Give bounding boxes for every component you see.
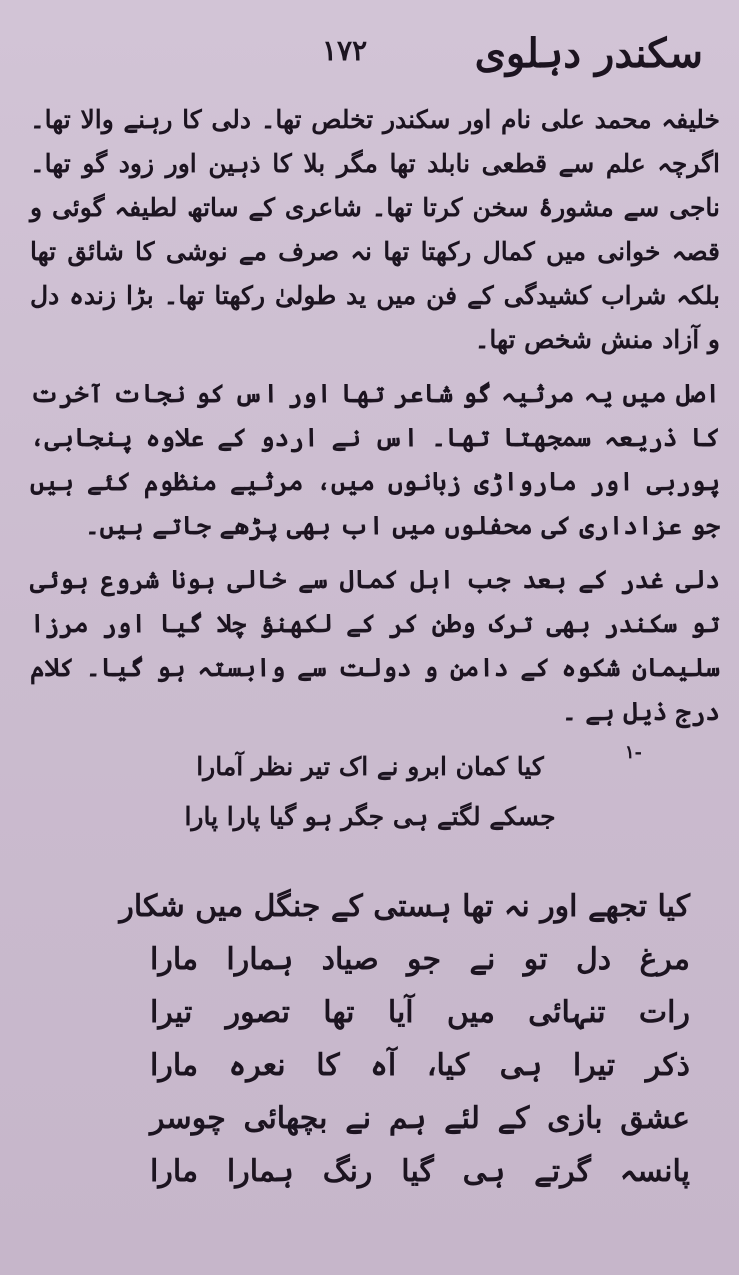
ghazal-line: عشق بازی کے لئے ہم نے بچھائی چوسر: [150, 1101, 690, 1136]
ghazal-line: کیا تجھے اور نہ تھا ہستی کے جنگل میں شکار: [119, 889, 690, 924]
paragraph-migration: دلی غدر کے بعد جب اہل کمال سے خالی ہونا شروع ہوئی تو سکندر بھی ترک وطن کر کے لکھنؤ چلا گیا اور مرزا سلیمان شکوہ کے دامن و دولت سے وابستہ ہو گیا۔ کلام درج ذیل ہے ۔: [30, 565, 720, 726]
paragraph-biography: خلیفہ محمد علی نام اور سکندر تخلص تھا۔ دلی کا رہنے والا تھا۔ اگرچہ علم سے قطعی نابلد تھا مگر بلا کا ذہین اور زود گو تھا۔ ناجی سے مشورۂ سخن کرتا تھا۔ شاعری کے ساتھ لطیفہ گوئی و قصہ خوانی میں کمال رکھتا تھا نہ صرف مے نوشی کا شائق تھا بلکہ شراب کشیدگی کے فن میں ید طولیٰ رکھتا تھا۔ بڑا زندہ دل و آزاد منش شخص تھا۔: [30, 105, 720, 354]
verse-intro: [120, 742, 642, 842]
paragraph-marsiya: اصل میں یہ مرثیہ گو شاعر تھا اور اس کو نجات آخرت کا ذریعہ سمجھتا تھا۔ اس نے اردو کے علاوہ پنجابی، پوربی اور مارواڑی زبانوں میں، مرثیے منظوم کئے ہیں جو عزاداری کی محفلوں میں اب بھی پڑھے جاتے ہیں۔: [30, 379, 720, 540]
page-header: [0, 22, 739, 97]
page-number: ۱۷۲: [322, 34, 368, 67]
ghazal-line: ذکر تیرا ہی کیا، آہ کا نعرہ مارا: [150, 1048, 690, 1083]
ghazal-line: پانسہ گرتے ہی گیا رنگ ہمارا مارا: [150, 1154, 690, 1189]
ghazal: [119, 880, 690, 1198]
verse-number: -۱: [624, 742, 642, 763]
ghazal-line: رات تنہائی میں آیا تھا تصور تیرا: [150, 995, 690, 1030]
verse-line: کیا کمان ابرو نے اک تیر نظر آمارا: [196, 752, 544, 781]
verse-line: جسکے لگتے ہی جگر ہو گیا پارا پارا: [184, 802, 556, 831]
prose-body: [30, 98, 720, 744]
page-title: سکندر دہلوی: [474, 30, 703, 77]
ghazal-line: مرغ دل تو نے جو صیاد ہمارا مارا: [150, 942, 690, 977]
